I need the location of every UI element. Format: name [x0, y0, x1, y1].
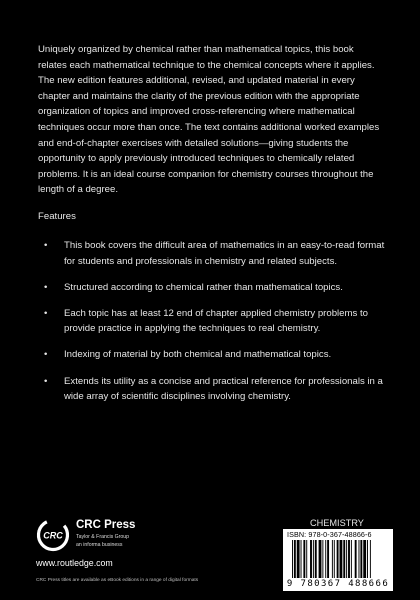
- barcode-bar: [327, 540, 329, 578]
- barcode-bar: [294, 540, 296, 578]
- barcode-bar: [313, 540, 314, 578]
- barcode-bar: [306, 540, 307, 578]
- publisher-informa: an informa business: [76, 542, 123, 548]
- crc-logo-icon: [36, 518, 70, 552]
- publisher-name: CRC Press: [76, 519, 136, 531]
- bullet-icon: •: [44, 240, 48, 251]
- ebook-note: CRC Press titles are available as eBook editions in a range of digital formats: [36, 578, 199, 583]
- barcode-bar: [355, 540, 357, 578]
- barcode-icon: [292, 540, 388, 578]
- barcode-bar: [319, 540, 322, 578]
- feature-text: Extends its utility as a concise and practical reference for professionals in a wide array of scientific disciplines involving chemistry.: [64, 375, 383, 403]
- barcode-digits: 9 780367 488666: [286, 579, 390, 589]
- barcode-bar: [310, 540, 312, 578]
- barcode-bar: [332, 540, 333, 578]
- feature-text: Each topic has at least 12 end of chapter applied chemistry problems to provide practice in applying the techniques to real chemistry.: [64, 307, 368, 335]
- barcode-bar: [360, 540, 362, 578]
- features-heading: Features: [38, 211, 76, 222]
- feature-item: [38, 374, 388, 405]
- barcode-bar: [367, 540, 368, 578]
- crc-logo-text: CRC: [43, 530, 63, 541]
- subject-category: CHEMISTRY: [310, 518, 364, 528]
- barcode-bar: [303, 540, 305, 578]
- feature-text: This book covers the difficult area of mathematics in an easy-to-read format for students and professionals in chemistry and related subjects.: [64, 240, 385, 267]
- barcode-bar: [322, 540, 323, 578]
- barcode-bar: [340, 540, 343, 578]
- barcode-bar: [292, 540, 293, 578]
- bullet-icon: •: [44, 375, 48, 387]
- book-description: Uniquely organized by chemical rather than mathematical topics, this book relates each mathematical technique to the chemical concepts where it applies. The new edition features additional, revised, and updated material in every chapter and maintains the clarity of the previous edition with the appropriate organization of topics and improved cross-referencing where mathematical techniques occur more than once. The text contains additional worked examples and end-of-chapter exercises with detailed solutions—giving students the opportunity to apply previously introduced techniques to chemically related problems. It is an ideal course companion for chemistry courses throughout the length of a degree.: [38, 44, 380, 196]
- publisher-url: www.routledge.com: [36, 558, 113, 568]
- bullet-icon: •: [44, 281, 48, 293]
- publisher-group: Taylor & Francis Group: [76, 534, 130, 540]
- feature-text: Indexing of material by both chemical and mathematical topics.: [64, 349, 332, 361]
- barcode-bar: [325, 540, 326, 578]
- feature-item: [38, 306, 388, 337]
- barcode-bar: [370, 540, 371, 578]
- barcode-bar: [351, 540, 352, 578]
- feature-text: Structured according to chemical rather than mathematical topics.: [64, 281, 343, 293]
- publisher-block: [36, 518, 226, 578]
- isbn-barcode-box: [283, 529, 393, 591]
- barcode-bar: [359, 540, 360, 578]
- barcode-bar: [334, 540, 335, 578]
- feature-item: [38, 347, 388, 363]
- feature-item: [38, 238, 388, 269]
- barcode-bar: [301, 540, 302, 578]
- barcode-bar: [297, 540, 300, 578]
- features-list: [38, 238, 388, 415]
- bullet-icon: •: [44, 307, 48, 319]
- feature-item: [38, 280, 388, 296]
- bullet-icon: •: [44, 349, 48, 361]
- barcode-bar: [348, 540, 350, 578]
- barcode-bar: [337, 540, 339, 578]
- barcode-bar: [363, 540, 366, 578]
- barcode-bar: [315, 540, 317, 578]
- isbn-label: ISBN: 978-0-367-48866-6: [287, 530, 372, 539]
- barcode-bar: [346, 540, 347, 578]
- barcode-bar: [343, 540, 345, 578]
